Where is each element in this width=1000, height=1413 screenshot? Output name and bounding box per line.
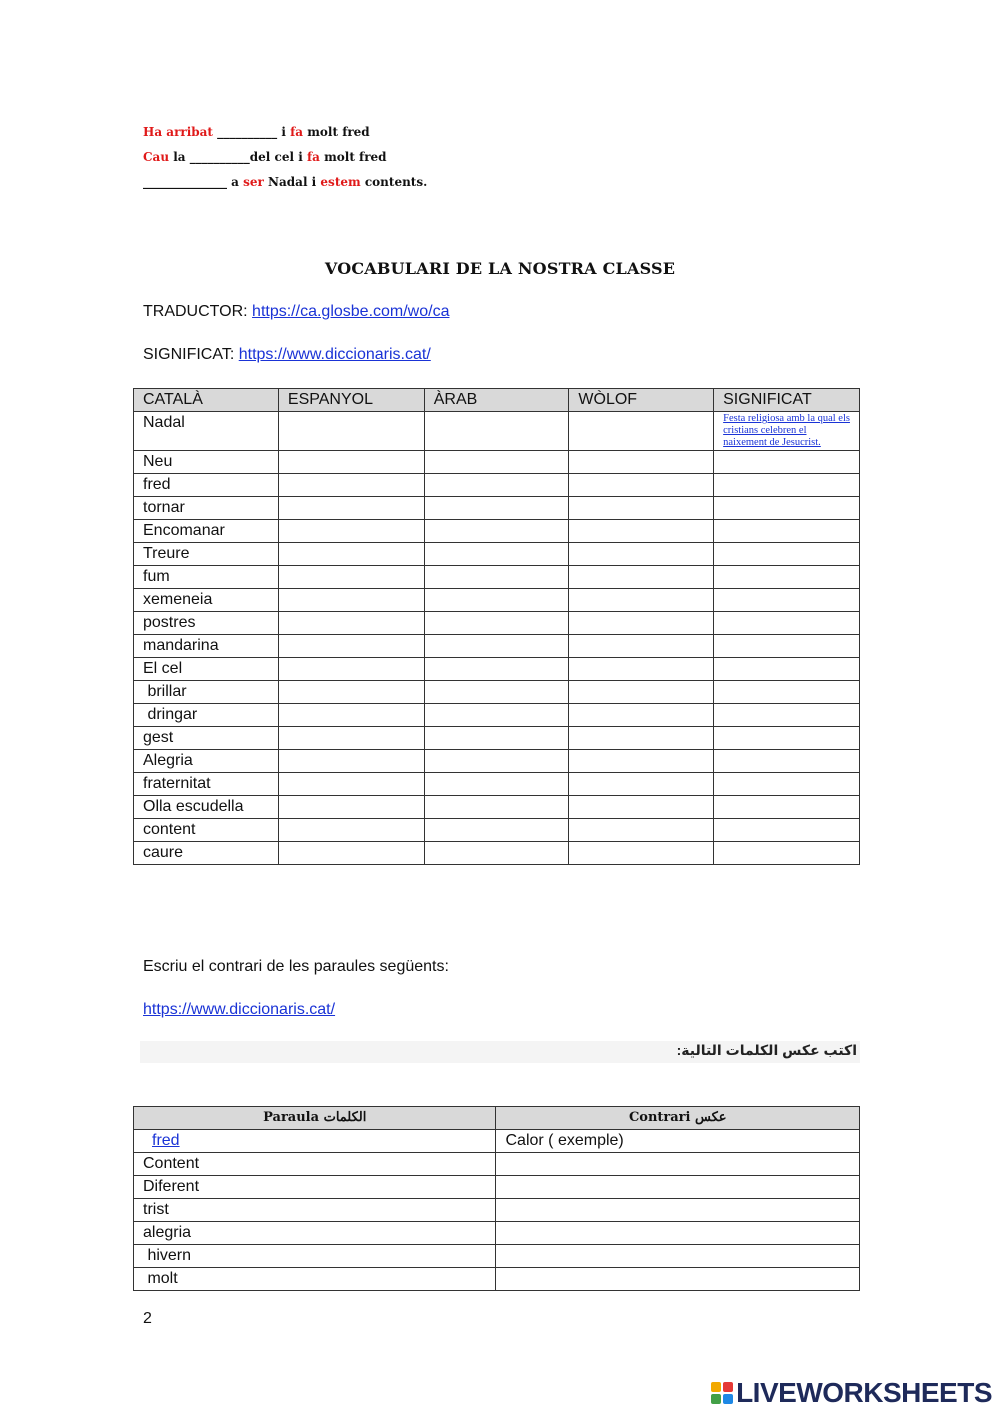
answer-cell[interactable] [424,635,569,658]
word-cell: brillar [134,681,279,704]
word-cell: Olla escudella [134,796,279,819]
word-cell: mandarina [134,635,279,658]
meaning-definition-link[interactable]: Festa religiosa amb la qual els cristians celebren el naixement de Jesucrist. [723,413,850,448]
translator-label: TRADUCTOR: [143,303,248,320]
answer-cell[interactable] [278,543,424,566]
sentence-part: molt fred [303,125,370,139]
header-arab: ÀRAB [424,389,569,412]
answer-cell[interactable] [278,635,424,658]
word-cell: caure [134,842,279,865]
table-row [134,773,860,796]
answer-cell[interactable] [714,589,860,612]
table-row [134,750,860,773]
sentence-part: Ha arribat [143,125,213,139]
meaning-line [143,346,431,364]
header-paraula-label: Paraula [263,1110,320,1125]
header-significat: SIGNIFICAT [714,389,860,412]
sentence-part: Cau [143,150,170,164]
word-cell: content [134,819,279,842]
opposite-cell[interactable] [496,1153,860,1176]
word-cell: molt [134,1268,496,1291]
answer-cell[interactable] [424,612,569,635]
sentence-part: fa [285,125,304,139]
header-catala: CATALÀ [134,389,279,412]
answer-cell[interactable] [569,704,714,727]
table-row [134,566,860,589]
answer-cell[interactable] [424,704,569,727]
table-row [134,704,860,727]
word-cell: dringar [134,704,279,727]
answer-cell[interactable] [714,612,860,635]
logo-square-4 [723,1394,733,1404]
translator-line [143,303,449,321]
answer-cell[interactable] [569,727,714,750]
answer-cell[interactable] [714,451,860,474]
table-row [134,1153,860,1176]
opposite-cell[interactable] [496,1176,860,1199]
answer-cell[interactable] [569,589,714,612]
opposites-header-row [134,1107,860,1130]
answer-cell[interactable] [569,796,714,819]
answer-cell[interactable] [278,727,424,750]
answer-cell[interactable] [424,819,569,842]
meaning-label: SIGNIFICAT: [143,346,235,363]
answer-cell[interactable] [569,681,714,704]
table-row [134,819,860,842]
opposite-cell[interactable] [496,1245,860,1268]
word-cell: alegria [134,1222,496,1245]
answer-cell[interactable] [569,497,714,520]
table-row [134,727,860,750]
answer-cell[interactable] [714,635,860,658]
answer-cell[interactable] [278,681,424,704]
logo-text: LIVEWORKSHEETS [736,1377,992,1408]
opposite-cell[interactable]: Calor ( exemple) [496,1130,860,1153]
word-cell [134,1130,496,1153]
logo-square-1 [711,1382,721,1392]
answer-cell[interactable] [278,520,424,543]
table-row [134,658,860,681]
word-cell: Encomanar [134,520,279,543]
answer-cell[interactable] [569,635,714,658]
page-number: 2 [143,1310,152,1327]
opposite-cell[interactable] [496,1268,860,1291]
opposites-instruction: Escriu el contrari de les paraules següents: [143,958,449,975]
word-cell: postres [134,612,279,635]
answer-cell[interactable] [569,543,714,566]
sentence-part: i [298,150,303,164]
answer-cell[interactable] [714,474,860,497]
word-cell: gest [134,727,279,750]
answer-cell[interactable] [424,474,569,497]
answer-cell[interactable] [424,750,569,773]
header-wolof: WÒLOF [569,389,714,412]
sentence-part: Nadal i [263,175,321,189]
answer-cell[interactable] [424,589,569,612]
table-row [134,1176,860,1199]
answer-cell[interactable] [714,727,860,750]
answer-cell[interactable] [278,497,424,520]
answer-cell[interactable] [714,773,860,796]
word-cell: El cel [134,658,279,681]
table-row [134,1130,860,1153]
answer-cell[interactable] [424,796,569,819]
answer-cell[interactable] [278,412,424,451]
logo-square-3 [711,1394,721,1404]
answer-cell[interactable] [714,842,860,865]
answer-cell[interactable] [424,451,569,474]
sentence-part: estem [320,175,361,189]
answer-cell[interactable] [424,681,569,704]
opposites-link-line [143,1001,335,1019]
answer-cell[interactable] [569,451,714,474]
arabic-instruction: اكتب عكس الكلمات التالية: [676,1042,857,1058]
vocabulary-header-row [134,389,860,412]
table-row [134,796,860,819]
word-cell: fum [134,566,279,589]
sentence-1 [143,125,370,139]
answer-cell[interactable] [278,842,424,865]
answer-cell[interactable] [424,773,569,796]
table-row [134,635,860,658]
answer-cell[interactable] [424,412,569,451]
answer-cell[interactable] [714,497,860,520]
word-cell: fred [134,474,279,497]
answer-cell[interactable] [424,658,569,681]
answer-cell[interactable] [569,819,714,842]
table-row [134,1222,860,1245]
table-row [134,543,860,566]
word-cell: xemeneia [134,589,279,612]
word-cell: trist [134,1199,496,1222]
answer-cell[interactable] [424,543,569,566]
sentence-part: ser [243,175,264,189]
answer-cell[interactable] [424,727,569,750]
word-cell: Diferent [134,1176,496,1199]
sentence-part: ______________ a [143,175,244,189]
sentence-part: contents. [360,175,428,189]
table-row [134,1245,860,1268]
word-cell: Neu [134,451,279,474]
answer-cell[interactable] [278,750,424,773]
answer-cell[interactable] [424,842,569,865]
answer-cell[interactable] [278,819,424,842]
answer-cell[interactable] [714,520,860,543]
translator-link[interactable]: https://ca.glosbe.com/wo/ca [252,303,450,320]
table-row [134,1268,860,1291]
table-row [134,589,860,612]
table-row [134,474,860,497]
opposites-table [133,1106,860,1291]
opposite-cell[interactable] [496,1222,860,1245]
sentence-3 [143,175,427,189]
answer-cell[interactable] [569,773,714,796]
answer-cell[interactable] [569,750,714,773]
sentence-part: molt fred [319,150,387,164]
answer-cell[interactable] [569,520,714,543]
answer-cell[interactable] [569,612,714,635]
liveworksheets-logo [711,1377,992,1409]
opposite-cell[interactable] [496,1199,860,1222]
header-contrari-label: Contrari [628,1110,691,1125]
table-row [134,412,860,451]
answer-cell[interactable] [714,819,860,842]
answer-cell[interactable] [714,704,860,727]
word-cell: tornar [134,497,279,520]
header-paraula-arabic: الكلمات [323,1110,367,1125]
sentence-part: la __________del cel [169,150,299,164]
answer-cell[interactable] [569,658,714,681]
answer-cell[interactable] [714,681,860,704]
answer-cell[interactable] [278,474,424,497]
table-row [134,497,860,520]
header-paraula [134,1107,496,1130]
answer-cell[interactable] [714,750,860,773]
table-row [134,612,860,635]
answer-cell[interactable] [424,497,569,520]
table-row [134,451,860,474]
vocabulary-table [133,388,860,865]
opposites-link[interactable]: https://www.diccionaris.cat/ [143,1001,336,1018]
header-contrari-arabic: عكس [695,1110,727,1125]
answer-cell[interactable] [424,520,569,543]
word-cell: fraternitat [134,773,279,796]
answer-cell[interactable] [424,566,569,589]
answer-cell[interactable] [278,612,424,635]
table-row [134,1199,860,1222]
answer-cell[interactable] [278,589,424,612]
word-cell: Nadal [134,412,279,451]
header-espanyol: ESPANYOL [278,389,424,412]
answer-cell[interactable] [278,451,424,474]
word-cell: Content [134,1153,496,1176]
answer-cell[interactable] [278,566,424,589]
word-cell: hivern [134,1245,496,1268]
word-link[interactable]: fred [152,1132,180,1149]
answer-cell[interactable] [569,474,714,497]
header-contrari [496,1107,860,1130]
sentence-part: __________ [212,125,282,139]
answer-cell[interactable] [569,412,714,451]
table-row [134,681,860,704]
table-row [134,842,860,865]
sentence-2 [143,150,387,164]
sentence-part: i [281,125,286,139]
answer-cell[interactable] [714,543,860,566]
answer-cell[interactable] [278,704,424,727]
meaning-cell [714,412,860,451]
answer-cell[interactable] [714,566,860,589]
logo-square-2 [723,1382,733,1392]
logo-mark-icon [711,1382,733,1404]
answer-cell[interactable] [569,566,714,589]
answer-cell[interactable] [714,658,860,681]
answer-cell[interactable] [278,658,424,681]
word-cell: Alegria [134,750,279,773]
answer-cell[interactable] [714,796,860,819]
answer-cell[interactable] [278,796,424,819]
page-title: VOCABULARI DE LA NOSTRA CLASSE [324,259,676,278]
answer-cell[interactable] [278,773,424,796]
table-row [134,520,860,543]
meaning-link[interactable]: https://www.diccionaris.cat/ [238,346,431,363]
sentence-part: fa [302,150,320,164]
answer-cell[interactable] [569,842,714,865]
word-cell: Treure [134,543,279,566]
